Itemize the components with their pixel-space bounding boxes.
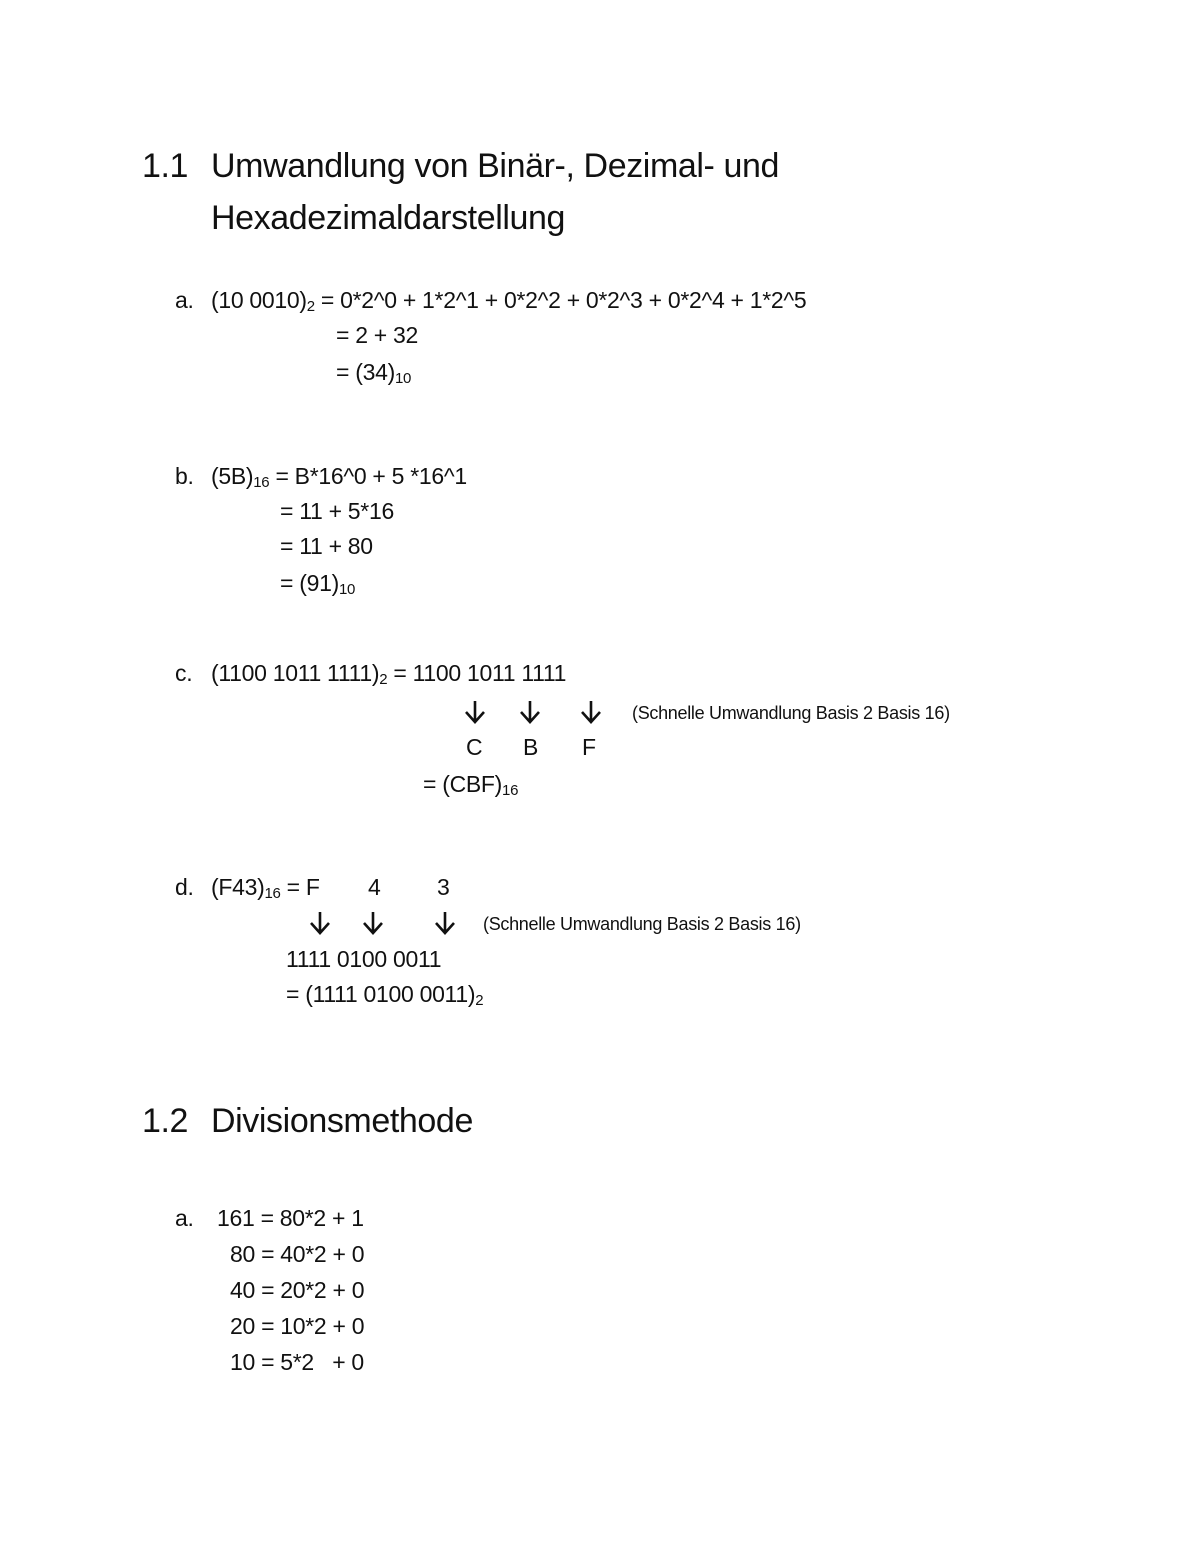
item-c-digit-1: C [466, 734, 483, 760]
division-line: 80 = 40*2 + 0 [230, 1241, 365, 1267]
down-arrow-icon [463, 699, 487, 725]
item-b-line3: = 11 + 80 [280, 533, 373, 559]
division-a-label: a. [175, 1205, 194, 1231]
item-c-note: (Schnelle Umwandlung Basis 2 Basis 16) [632, 703, 950, 723]
item-c-label: c. [175, 660, 193, 686]
item-b-line1: (5B)16 = B*16^0 + 5 *16^1 [211, 463, 467, 491]
down-arrow-icon [308, 910, 332, 936]
item-a-line3: = (34)10 [336, 359, 412, 387]
item-d-digit-2: 4 [368, 874, 381, 900]
division-line: 40 = 20*2 + 0 [230, 1277, 365, 1303]
item-d-binary: 1111 0100 0011 [286, 946, 442, 972]
item-b-line2: = 11 + 5*16 [280, 498, 394, 524]
section-1-title-line2: Hexadezimaldarstellung [211, 199, 566, 237]
section-1-title-line1: Umwandlung von Binär-, Dezimal- und [211, 147, 780, 185]
section-1-number: 1.1 [142, 147, 189, 185]
item-d-result: = (1111 0100 0011)2 [286, 981, 484, 1009]
division-line: 20 = 10*2 + 0 [230, 1313, 365, 1339]
division-line: 10 = 5*2 + 0 [230, 1349, 364, 1375]
item-a-line1: (10 0010)2 = 0*2^0 + 1*2^1 + 0*2^2 + 0*2^3 + 0*2^4 + 1*2^5 [211, 287, 807, 315]
item-d-note: (Schnelle Umwandlung Basis 2 Basis 16) [483, 914, 801, 934]
item-a-label: a. [175, 287, 194, 313]
section-2-number: 1.2 [142, 1102, 189, 1140]
item-a-line2: = 2 + 32 [336, 322, 419, 348]
division-line: 161 = 80*2 + 1 [217, 1205, 364, 1231]
item-d-line1: (F43)16 = F [211, 874, 320, 902]
item-c-digit-2: B [523, 734, 539, 760]
down-arrow-icon [361, 910, 385, 936]
down-arrow-icon [579, 699, 603, 725]
item-c-digit-3: F [582, 734, 596, 760]
section-2-title: Divisionsmethode [211, 1102, 473, 1140]
item-d-digit-3: 3 [437, 874, 450, 900]
item-d-label: d. [175, 874, 194, 900]
item-c-result: = (CBF)16 [423, 771, 519, 799]
down-arrow-icon [433, 910, 457, 936]
down-arrow-icon [518, 699, 542, 725]
item-b-label: b. [175, 463, 194, 489]
item-b-line4: = (91)10 [280, 570, 356, 598]
item-c-line1: (1100 1011 1111)2 = 1100 1011 1111 [211, 660, 567, 688]
